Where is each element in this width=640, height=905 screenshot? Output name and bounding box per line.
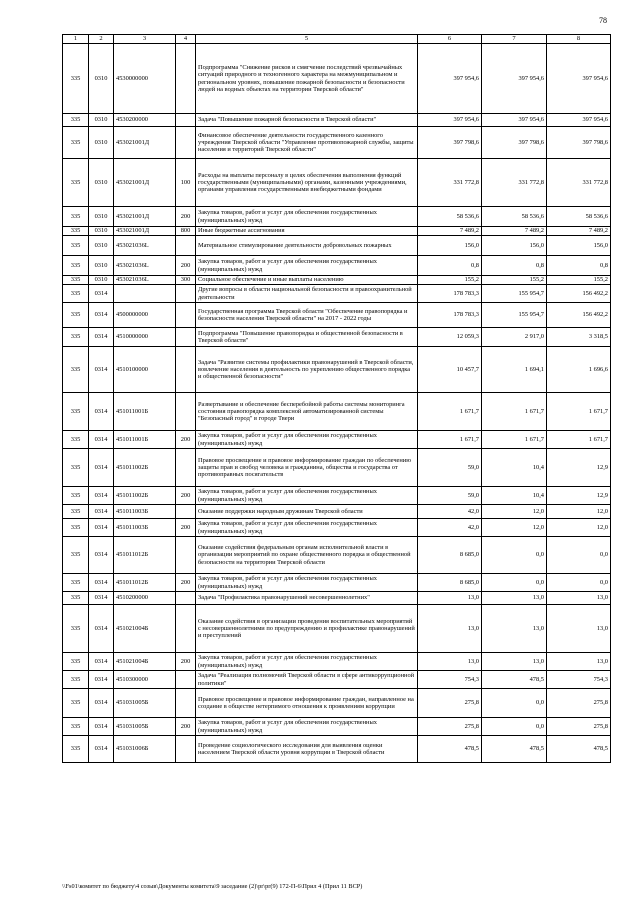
cell-description: Проведение социологического исследования для выявления оценки населением Тверской области уровня коррупции в Тверской области [196, 736, 418, 763]
cell-section-code: 0310 [89, 127, 114, 159]
cell-amount-year1: 478,5 [418, 736, 482, 763]
cell-amount-year1: 397 798,6 [418, 127, 482, 159]
table-row [63, 256, 611, 276]
table-row [63, 537, 611, 574]
cell-target-article: 451011002Б [114, 449, 176, 487]
cell-target-article: 451011003Б [114, 519, 176, 537]
cell-target-article: 453021001Д [114, 227, 176, 236]
table-row [63, 285, 611, 303]
table-row [63, 227, 611, 236]
cell-admin-code: 335 [63, 605, 89, 653]
cell-target-article [114, 285, 176, 303]
table-row [63, 671, 611, 689]
cell-amount-year2: 0,8 [482, 256, 547, 276]
cell-description: Закупка товаров, работ и услуг для обеспечения государственных (муниципальных) нужд [196, 431, 418, 449]
cell-amount-year1: 13,0 [418, 653, 482, 671]
cell-description: Задача "Профилактика правонарушений несовершеннолетних" [196, 592, 418, 605]
cell-amount-year2: 478,5 [482, 671, 547, 689]
cell-admin-code: 335 [63, 256, 89, 276]
cell-target-article: 453021036L [114, 276, 176, 285]
cell-admin-code: 335 [63, 718, 89, 736]
cell-amount-year1: 754,3 [418, 671, 482, 689]
cell-section-code: 0314 [89, 303, 114, 328]
cell-amount-year1: 59,0 [418, 487, 482, 505]
cell-admin-code: 335 [63, 653, 89, 671]
cell-admin-code: 335 [63, 303, 89, 328]
cell-amount-year2: 155 954,7 [482, 285, 547, 303]
cell-description: Оказание поддержки народным дружинам Тверской области [196, 505, 418, 519]
cell-target-article: 451011002Б [114, 487, 176, 505]
cell-expense-type: 200 [176, 487, 196, 505]
cell-amount-year3: 1 671,7 [547, 393, 611, 431]
cell-amount-year3: 478,5 [547, 736, 611, 763]
cell-section-code: 0310 [89, 207, 114, 227]
cell-section-code: 0314 [89, 519, 114, 537]
table-row [63, 505, 611, 519]
cell-description: Подпрограмма "Повышение правопорядка и общественной безопасности в Тверской области" [196, 328, 418, 347]
cell-amount-year2: 0,0 [482, 574, 547, 592]
cell-description: Расходы на выплаты персоналу в целях обеспечения выполнения функций государственными (муниципальными) органами, казенными учреждениями, органами управления государственными внебюджетными фондами [196, 159, 418, 207]
cell-amount-year3: 13,0 [547, 605, 611, 653]
cell-section-code: 0314 [89, 671, 114, 689]
cell-amount-year2: 12,0 [482, 505, 547, 519]
cell-admin-code: 335 [63, 127, 89, 159]
cell-target-article: 453021036L [114, 236, 176, 256]
cell-expense-type [176, 505, 196, 519]
cell-description: Материальное стимулирование деятельности добровольных пожарных [196, 236, 418, 256]
cell-amount-year2: 58 536,6 [482, 207, 547, 227]
cell-admin-code: 335 [63, 537, 89, 574]
cell-admin-code: 335 [63, 574, 89, 592]
cell-admin-code: 335 [63, 347, 89, 393]
cell-description: Закупка товаров, работ и услуг для обеспечения государственных (муниципальных) нужд [196, 718, 418, 736]
table-header-row [63, 35, 611, 44]
cell-amount-year3: 397 954,6 [547, 114, 611, 127]
budget-table [62, 34, 611, 763]
file-path-footer: \\Fs01\комитет по бюджету\4 созыв\Документы комитета\9 заседание (2)\pr\pr(9) 172-П-6\Прил 4 (Прил 11 ВСР) [62, 883, 363, 890]
cell-description: Закупка товаров, работ и услуг для обеспечения государственных (муниципальных) нужд [196, 653, 418, 671]
cell-amount-year3: 13,0 [547, 653, 611, 671]
cell-amount-year2: 13,0 [482, 592, 547, 605]
cell-admin-code: 335 [63, 114, 89, 127]
cell-amount-year2: 0,0 [482, 537, 547, 574]
cell-expense-type [176, 127, 196, 159]
cell-target-article: 451021004Б [114, 605, 176, 653]
cell-admin-code: 335 [63, 236, 89, 256]
cell-expense-type: 200 [176, 431, 196, 449]
cell-target-article: 451011001Б [114, 431, 176, 449]
cell-amount-year2: 155,2 [482, 276, 547, 285]
cell-amount-year1: 397 954,6 [418, 114, 482, 127]
cell-admin-code: 335 [63, 328, 89, 347]
cell-amount-year1: 13,0 [418, 605, 482, 653]
cell-expense-type [176, 592, 196, 605]
cell-amount-year3: 12,0 [547, 519, 611, 537]
table-row [63, 236, 611, 256]
cell-expense-type [176, 689, 196, 718]
cell-amount-year3: 156 492,2 [547, 303, 611, 328]
cell-section-code: 0310 [89, 159, 114, 207]
table-row [63, 689, 611, 718]
cell-section-code: 0314 [89, 449, 114, 487]
cell-amount-year3: 156 492,2 [547, 285, 611, 303]
cell-amount-year1: 155,2 [418, 276, 482, 285]
table-row [63, 653, 611, 671]
table-row [63, 393, 611, 431]
cell-amount-year3: 156,0 [547, 236, 611, 256]
table-row [63, 519, 611, 537]
cell-target-article: 4510200000 [114, 592, 176, 605]
cell-amount-year1: 42,0 [418, 519, 482, 537]
table-row [63, 605, 611, 653]
cell-amount-year1: 0,8 [418, 256, 482, 276]
cell-amount-year3: 397 954,6 [547, 44, 611, 114]
cell-target-article: 451021004Б [114, 653, 176, 671]
cell-target-article: 451011012Б [114, 574, 176, 592]
cell-description: Закупка товаров, работ и услуг для обеспечения государственных (муниципальных) нужд [196, 487, 418, 505]
cell-section-code: 0314 [89, 431, 114, 449]
cell-description: Подпрограмма "Снижение рисков и смягчение последствий чрезвычайных ситуаций природного и техногенного характера на межмуниципальном и региональном уровнях, повышение пожарной безопасности и безопасности людей на водных объектах на территории Тверской области" [196, 44, 418, 114]
cell-amount-year3: 12,9 [547, 487, 611, 505]
cell-target-article: 4510100000 [114, 347, 176, 393]
cell-section-code: 0314 [89, 328, 114, 347]
cell-amount-year2: 0,0 [482, 689, 547, 718]
cell-amount-year2: 7 489,2 [482, 227, 547, 236]
table-row [63, 303, 611, 328]
cell-amount-year1: 12 059,3 [418, 328, 482, 347]
cell-amount-year2: 397 798,6 [482, 127, 547, 159]
cell-expense-type [176, 285, 196, 303]
cell-section-code: 0314 [89, 592, 114, 605]
cell-expense-type [176, 44, 196, 114]
cell-section-code: 0314 [89, 653, 114, 671]
cell-section-code: 0314 [89, 393, 114, 431]
cell-section-code: 0314 [89, 505, 114, 519]
cell-admin-code: 335 [63, 519, 89, 537]
cell-expense-type [176, 347, 196, 393]
cell-target-article: 451011003Б [114, 505, 176, 519]
cell-amount-year2: 1 671,7 [482, 431, 547, 449]
cell-amount-year1: 1 671,7 [418, 393, 482, 431]
cell-target-article: 4510000000 [114, 328, 176, 347]
cell-amount-year2: 10,4 [482, 449, 547, 487]
cell-amount-year1: 58 536,6 [418, 207, 482, 227]
cell-amount-year1: 156,0 [418, 236, 482, 256]
cell-amount-year2: 478,5 [482, 736, 547, 763]
cell-amount-year3: 275,8 [547, 718, 611, 736]
cell-description: Правовое просвещение и правовое информирование граждан, направленное на создание в обществе нетерпимого отношения к проявлениям коррупции [196, 689, 418, 718]
column-header: 4 [176, 35, 196, 44]
cell-expense-type: 200 [176, 574, 196, 592]
cell-amount-year2: 12,0 [482, 519, 547, 537]
table-row [63, 114, 611, 127]
cell-amount-year3: 58 536,6 [547, 207, 611, 227]
cell-section-code: 0310 [89, 44, 114, 114]
cell-amount-year2: 155 954,7 [482, 303, 547, 328]
cell-section-code: 0314 [89, 574, 114, 592]
table-row [63, 449, 611, 487]
cell-admin-code: 335 [63, 276, 89, 285]
cell-admin-code: 335 [63, 487, 89, 505]
cell-amount-year2: 0,0 [482, 718, 547, 736]
cell-amount-year3: 0,0 [547, 537, 611, 574]
column-header: 1 [63, 35, 89, 44]
cell-admin-code: 335 [63, 431, 89, 449]
cell-amount-year3: 275,8 [547, 689, 611, 718]
cell-expense-type: 100 [176, 159, 196, 207]
cell-amount-year1: 1 671,7 [418, 431, 482, 449]
cell-description: Оказание содействия федеральным органам исполнительной власти в организации мероприятий по охране общественного порядка и общественной безопасности на территории Тверской области [196, 537, 418, 574]
cell-amount-year1: 8 685,0 [418, 574, 482, 592]
cell-expense-type [176, 114, 196, 127]
cell-amount-year3: 1 696,6 [547, 347, 611, 393]
cell-admin-code: 335 [63, 159, 89, 207]
cell-target-article: 453021001Д [114, 127, 176, 159]
cell-section-code: 0310 [89, 256, 114, 276]
cell-expense-type: 800 [176, 227, 196, 236]
cell-amount-year3: 397 798,6 [547, 127, 611, 159]
cell-section-code: 0314 [89, 605, 114, 653]
cell-admin-code: 335 [63, 736, 89, 763]
cell-description: Оказание содействия в организации проведения воспитательных мероприятий с несовершеннолетними по предупреждению и профилактике правонарушений и преступлений [196, 605, 418, 653]
table-row [63, 127, 611, 159]
cell-amount-year2: 1 671,7 [482, 393, 547, 431]
cell-expense-type [176, 303, 196, 328]
cell-expense-type [176, 605, 196, 653]
cell-description: Закупка товаров, работ и услуг для обеспечения государственных (муниципальных) нужд [196, 256, 418, 276]
cell-expense-type: 300 [176, 276, 196, 285]
column-header: 5 [196, 35, 418, 44]
cell-target-article: 4530000000 [114, 44, 176, 114]
cell-expense-type [176, 236, 196, 256]
table-row [63, 592, 611, 605]
cell-amount-year2: 331 772,8 [482, 159, 547, 207]
cell-admin-code: 335 [63, 671, 89, 689]
cell-amount-year1: 13,0 [418, 592, 482, 605]
cell-section-code: 0314 [89, 718, 114, 736]
cell-description: Развертывание и обеспечение бесперебойной работы системы мониторинга состояния правопорядка комплексной автоматизированной системы "Безопасный город" в городе Твери [196, 393, 418, 431]
cell-description: Закупка товаров, работ и услуг для обеспечения государственных (муниципальных) нужд [196, 207, 418, 227]
table-row [63, 159, 611, 207]
page-number: 78 [599, 16, 607, 25]
table-row [63, 44, 611, 114]
cell-target-article: 453021036L [114, 256, 176, 276]
cell-admin-code: 335 [63, 227, 89, 236]
cell-amount-year1: 275,8 [418, 689, 482, 718]
cell-target-article: 451031006Б [114, 736, 176, 763]
table-row [63, 431, 611, 449]
column-header: 3 [114, 35, 176, 44]
cell-description: Иные бюджетные ассигнования [196, 227, 418, 236]
cell-description: Финансовое обеспечение деятельности государственного казенного учреждения Тверской области "Управление противопожарной службы, защиты населения и территорий Тверской области" [196, 127, 418, 159]
table-row [63, 207, 611, 227]
cell-admin-code: 335 [63, 393, 89, 431]
cell-description: Другие вопросы в области национальной безопасности и правоохранительной деятельности [196, 285, 418, 303]
table-row [63, 487, 611, 505]
column-header: 2 [89, 35, 114, 44]
cell-amount-year1: 7 489,2 [418, 227, 482, 236]
cell-section-code: 0310 [89, 276, 114, 285]
cell-amount-year1: 59,0 [418, 449, 482, 487]
cell-expense-type: 200 [176, 519, 196, 537]
cell-target-article: 453021001Д [114, 159, 176, 207]
cell-section-code: 0310 [89, 227, 114, 236]
cell-section-code: 0310 [89, 114, 114, 127]
table-row [63, 276, 611, 285]
cell-amount-year2: 397 954,6 [482, 114, 547, 127]
cell-amount-year3: 1 671,7 [547, 431, 611, 449]
cell-target-article: 4500000000 [114, 303, 176, 328]
cell-amount-year3: 12,0 [547, 505, 611, 519]
cell-amount-year1: 8 685,0 [418, 537, 482, 574]
cell-section-code: 0314 [89, 347, 114, 393]
cell-amount-year3: 754,3 [547, 671, 611, 689]
cell-expense-type: 200 [176, 653, 196, 671]
column-header: 8 [547, 35, 611, 44]
cell-description: Правовое просвещение и правовое информирование граждан по обеспечению защиты прав и свобод человека и гражданина, общества и государства от противоправных посягательств [196, 449, 418, 487]
cell-amount-year3: 155,2 [547, 276, 611, 285]
cell-section-code: 0314 [89, 689, 114, 718]
cell-target-article: 451011012Б [114, 537, 176, 574]
table-row [63, 718, 611, 736]
cell-amount-year3: 0,0 [547, 574, 611, 592]
cell-expense-type [176, 736, 196, 763]
cell-amount-year3: 331 772,8 [547, 159, 611, 207]
cell-amount-year2: 156,0 [482, 236, 547, 256]
cell-amount-year1: 178 783,3 [418, 285, 482, 303]
table-row [63, 736, 611, 763]
cell-amount-year2: 10,4 [482, 487, 547, 505]
cell-amount-year1: 397 954,6 [418, 44, 482, 114]
cell-section-code: 0310 [89, 236, 114, 256]
cell-expense-type [176, 537, 196, 574]
cell-description: Закупка товаров, работ и услуг для обеспечения государственных (муниципальных) нужд [196, 519, 418, 537]
table-row [63, 347, 611, 393]
cell-target-article: 451031005Б [114, 689, 176, 718]
cell-target-article: 453021001Д [114, 207, 176, 227]
cell-amount-year3: 12,9 [547, 449, 611, 487]
cell-amount-year2: 13,0 [482, 605, 547, 653]
cell-description: Закупка товаров, работ и услуг для обеспечения государственных (муниципальных) нужд [196, 574, 418, 592]
cell-amount-year3: 0,8 [547, 256, 611, 276]
cell-section-code: 0314 [89, 736, 114, 763]
table-row [63, 574, 611, 592]
cell-expense-type: 200 [176, 207, 196, 227]
cell-amount-year2: 13,0 [482, 653, 547, 671]
cell-target-article: 451031005Б [114, 718, 176, 736]
cell-section-code: 0314 [89, 285, 114, 303]
cell-description: Государственная программа Тверской области "Обеспечение правопорядка и безопасности населения Тверской области" на 2017 - 2022 годы [196, 303, 418, 328]
cell-amount-year2: 397 954,6 [482, 44, 547, 114]
cell-expense-type [176, 328, 196, 347]
cell-target-article: 4530200000 [114, 114, 176, 127]
cell-expense-type: 200 [176, 718, 196, 736]
cell-admin-code: 335 [63, 44, 89, 114]
cell-amount-year1: 275,8 [418, 718, 482, 736]
column-header: 7 [482, 35, 547, 44]
cell-amount-year1: 331 772,8 [418, 159, 482, 207]
cell-description: Задача "Развитие системы профилактики правонарушений в Тверской области, вовлечение населения в деятельность по укреплению общественного порядка и общественной безопасности" [196, 347, 418, 393]
cell-target-article: 451011001Б [114, 393, 176, 431]
column-header: 6 [418, 35, 482, 44]
cell-description: Задача "Реализация полномочий Тверской области в сфере антикоррупционной политики" [196, 671, 418, 689]
cell-amount-year2: 1 694,1 [482, 347, 547, 393]
cell-admin-code: 335 [63, 207, 89, 227]
cell-admin-code: 335 [63, 689, 89, 718]
cell-admin-code: 335 [63, 285, 89, 303]
cell-amount-year1: 42,0 [418, 505, 482, 519]
cell-description: Задача "Повышение пожарной безопасности в Тверской области" [196, 114, 418, 127]
cell-expense-type: 200 [176, 256, 196, 276]
cell-amount-year2: 2 917,0 [482, 328, 547, 347]
cell-amount-year3: 13,0 [547, 592, 611, 605]
cell-amount-year1: 178 783,3 [418, 303, 482, 328]
cell-expense-type [176, 393, 196, 431]
table-row [63, 328, 611, 347]
cell-section-code: 0314 [89, 487, 114, 505]
cell-amount-year3: 7 489,2 [547, 227, 611, 236]
cell-section-code: 0314 [89, 537, 114, 574]
cell-admin-code: 335 [63, 592, 89, 605]
cell-description: Социальное обеспечение и иные выплаты населению [196, 276, 418, 285]
cell-amount-year1: 10 457,7 [418, 347, 482, 393]
cell-amount-year3: 3 318,5 [547, 328, 611, 347]
cell-expense-type [176, 449, 196, 487]
cell-admin-code: 335 [63, 505, 89, 519]
cell-target-article: 4510300000 [114, 671, 176, 689]
cell-expense-type [176, 671, 196, 689]
cell-admin-code: 335 [63, 449, 89, 487]
